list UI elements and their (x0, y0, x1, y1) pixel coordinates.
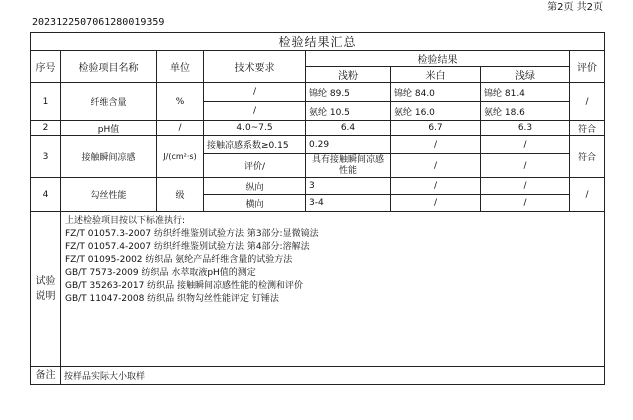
header-unit: 单位 (157, 51, 204, 83)
result-cell: 氨纶 18.6 (481, 102, 570, 121)
result-cell: / (391, 195, 481, 212)
test-methods-intro: 上述检验项目按以下标准执行: (65, 216, 186, 226)
row-requirement: / (204, 83, 306, 102)
result-cell: 氨纶 16.0 (391, 102, 481, 121)
row-evaluation: 符合 (570, 136, 605, 178)
result-cell: 氨纶 10.5 (306, 102, 391, 121)
row-evaluation: 符合 (570, 121, 605, 136)
remarks-label: 备注 (31, 367, 61, 385)
table-title: 检验结果汇总 (31, 33, 605, 51)
result-cell: 6.4 (306, 121, 391, 136)
row-unit: / (157, 121, 204, 136)
test-methods-content (61, 212, 605, 367)
result-cell: / (481, 178, 570, 195)
row-evaluation: / (570, 83, 605, 121)
row-requirement: 横向 (204, 195, 306, 212)
header-item: 检验项目名称 (61, 51, 157, 83)
result-cell: / (391, 178, 481, 195)
row-requirement: 纵向 (204, 178, 306, 195)
result-cell: / (481, 154, 570, 178)
test-method-line: GB/T 35263-2017 纺织品 接触瞬间凉感性能的检测和评价 (65, 281, 304, 292)
result-cell: / (391, 154, 481, 178)
row-unit: 级 (157, 178, 204, 212)
test-method-line: GB/T 11047-2008 纺织品 织物勾丝性能评定 钉锤法 (65, 294, 279, 305)
row-requirement: / (204, 102, 306, 121)
result-cell: / (481, 195, 570, 212)
result-cell: 具有接触瞬间凉感性能 (306, 154, 391, 178)
result-cell: 6.7 (391, 121, 481, 136)
test-method-line: FZ/T 01057.4-2007 纺织纤维鉴别试验方法 第4部分:溶解法 (65, 242, 310, 253)
row-requirement: 评价/ (204, 154, 306, 178)
row-requirement: 接触凉感系数≥0.15 (204, 136, 306, 154)
result-cell: 3-4 (306, 195, 391, 212)
header-sample: 浅粉 (306, 67, 391, 83)
result-cell: 锦纶 89.5 (306, 83, 391, 102)
result-cell: / (391, 136, 481, 154)
test-methods-label: 试验说明 (31, 212, 61, 367)
result-cell: 锦纶 84.0 (391, 83, 481, 102)
row-item: pH值 (61, 121, 157, 136)
test-method-line: GB/T 7573-2009 纺织品 水萃取液pH值的测定 (65, 268, 256, 279)
header-requirement: 技术要求 (204, 51, 306, 83)
row-seq: 3 (31, 136, 61, 178)
row-evaluation: / (570, 178, 605, 212)
result-cell: 0.29 (306, 136, 391, 154)
row-item: 接触瞬间凉感 (61, 136, 157, 178)
test-method-line: FZ/T 01095-2002 纺织品 氨纶产品纤维含量的试验方法 (65, 255, 293, 266)
header-seq: 序号 (31, 51, 61, 83)
report-number: 20231225070612800193​59 (32, 17, 165, 28)
results-table (30, 32, 605, 385)
page-indicator: 第2页 共2页 (547, 2, 603, 13)
result-cell: 3 (306, 178, 391, 195)
test-method-line: FZ/T 01057.3-2007 纺织纤维鉴别试验方法 第3部分:显微镜法 (65, 229, 319, 240)
result-cell: 6.3 (481, 121, 570, 136)
header-evaluation: 评价 (570, 51, 605, 83)
row-requirement: 4.0~7.5 (204, 121, 306, 136)
remarks-text: 按样品实际大小取样 (61, 367, 605, 385)
row-seq: 4 (31, 178, 61, 212)
header-sample: 浅绿 (481, 67, 570, 83)
header-results: 检验结果 (306, 51, 570, 67)
row-item: 勾丝性能 (61, 178, 157, 212)
row-seq: 1 (31, 83, 61, 121)
row-seq: 2 (31, 121, 61, 136)
row-item: 纤维含量 (61, 83, 157, 121)
result-cell: / (481, 136, 570, 154)
header-sample: 米白 (391, 67, 481, 83)
row-unit: J/(cm²·s) (157, 136, 204, 178)
result-cell: 锦纶 81.4 (481, 83, 570, 102)
row-unit: % (157, 83, 204, 121)
